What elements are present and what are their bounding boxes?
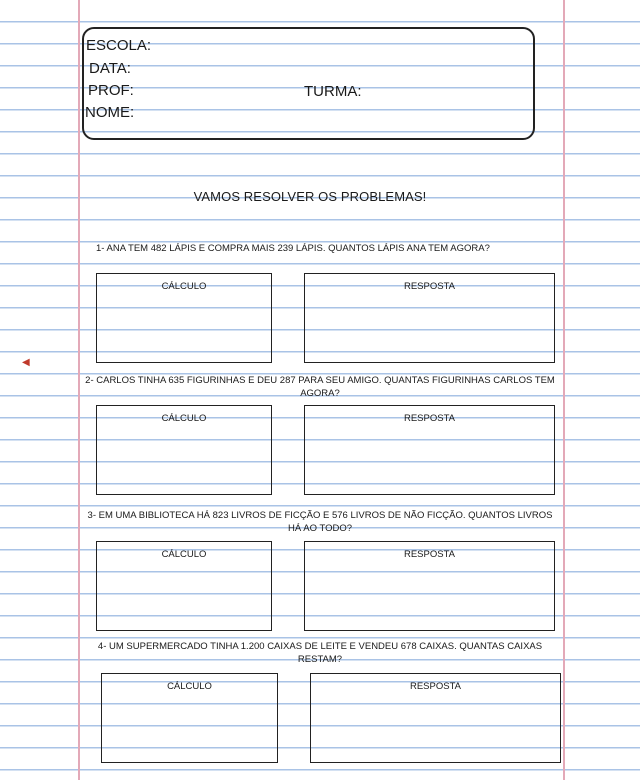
- data-label: DATA:: [89, 60, 131, 77]
- calculo-label: CÁLCULO: [161, 413, 207, 424]
- calculo-label: CÁLCULO: [167, 681, 212, 692]
- calculo-label: CÁLCULO: [161, 281, 207, 292]
- problem-1-calculo-box[interactable]: [96, 273, 272, 363]
- resposta-label: RESPOSTA: [403, 281, 456, 292]
- prof-label: PROF:: [88, 82, 134, 99]
- turma-label: TURMA:: [304, 83, 362, 100]
- resposta-label: RESPOSTA: [403, 549, 456, 560]
- calculo-label: CÁLCULO: [161, 549, 207, 560]
- problem-4-resposta-box[interactable]: [310, 673, 561, 763]
- problem-2-text: 2- CARLOS TINHA 635 FIGURINHAS E DEU 287 PARA SEU AMIGO. QUANTAS FIGURINHAS CARLOS TEM AGORA?: [85, 375, 555, 399]
- resposta-label: RESPOSTA: [403, 413, 456, 424]
- problem-2-calculo-box[interactable]: [96, 405, 272, 495]
- problem-2-resposta-box[interactable]: [304, 405, 555, 495]
- resposta-label: RESPOSTA: [409, 681, 462, 692]
- problem-1-resposta-box[interactable]: [304, 273, 555, 363]
- problem-1-text: 1- ANA TEM 482 LÁPIS E COMPRA MAIS 239 LÁPIS. QUANTOS LÁPIS ANA TEM AGORA?: [96, 243, 490, 254]
- escola-label: ESCOLA:: [86, 37, 152, 54]
- problem-3-resposta-box[interactable]: [304, 541, 555, 631]
- problem-4-text: 4- UM SUPERMERCADO TINHA 1.200 CAIXAS DE LEITE E VENDEU 678 CAIXAS. QUANTAS CAIXAS RESTAM?: [97, 641, 543, 665]
- page-title: VAMOS RESOLVER OS PROBLEMAS!: [193, 189, 427, 204]
- problem-3-text: 3- EM UMA BIBLIOTECA HÁ 823 LIVROS DE FICÇÃO E 576 LIVROS DE NÃO FICÇÃO. QUANTOS LIVROS HÁ AO TODO?: [87, 510, 553, 534]
- left-arrow-icon: ◀: [22, 357, 30, 368]
- nome-label: NOME:: [85, 104, 135, 121]
- problem-3-calculo-box[interactable]: [96, 541, 272, 631]
- right-margin-line: [563, 0, 565, 780]
- problem-4-calculo-box[interactable]: [101, 673, 278, 763]
